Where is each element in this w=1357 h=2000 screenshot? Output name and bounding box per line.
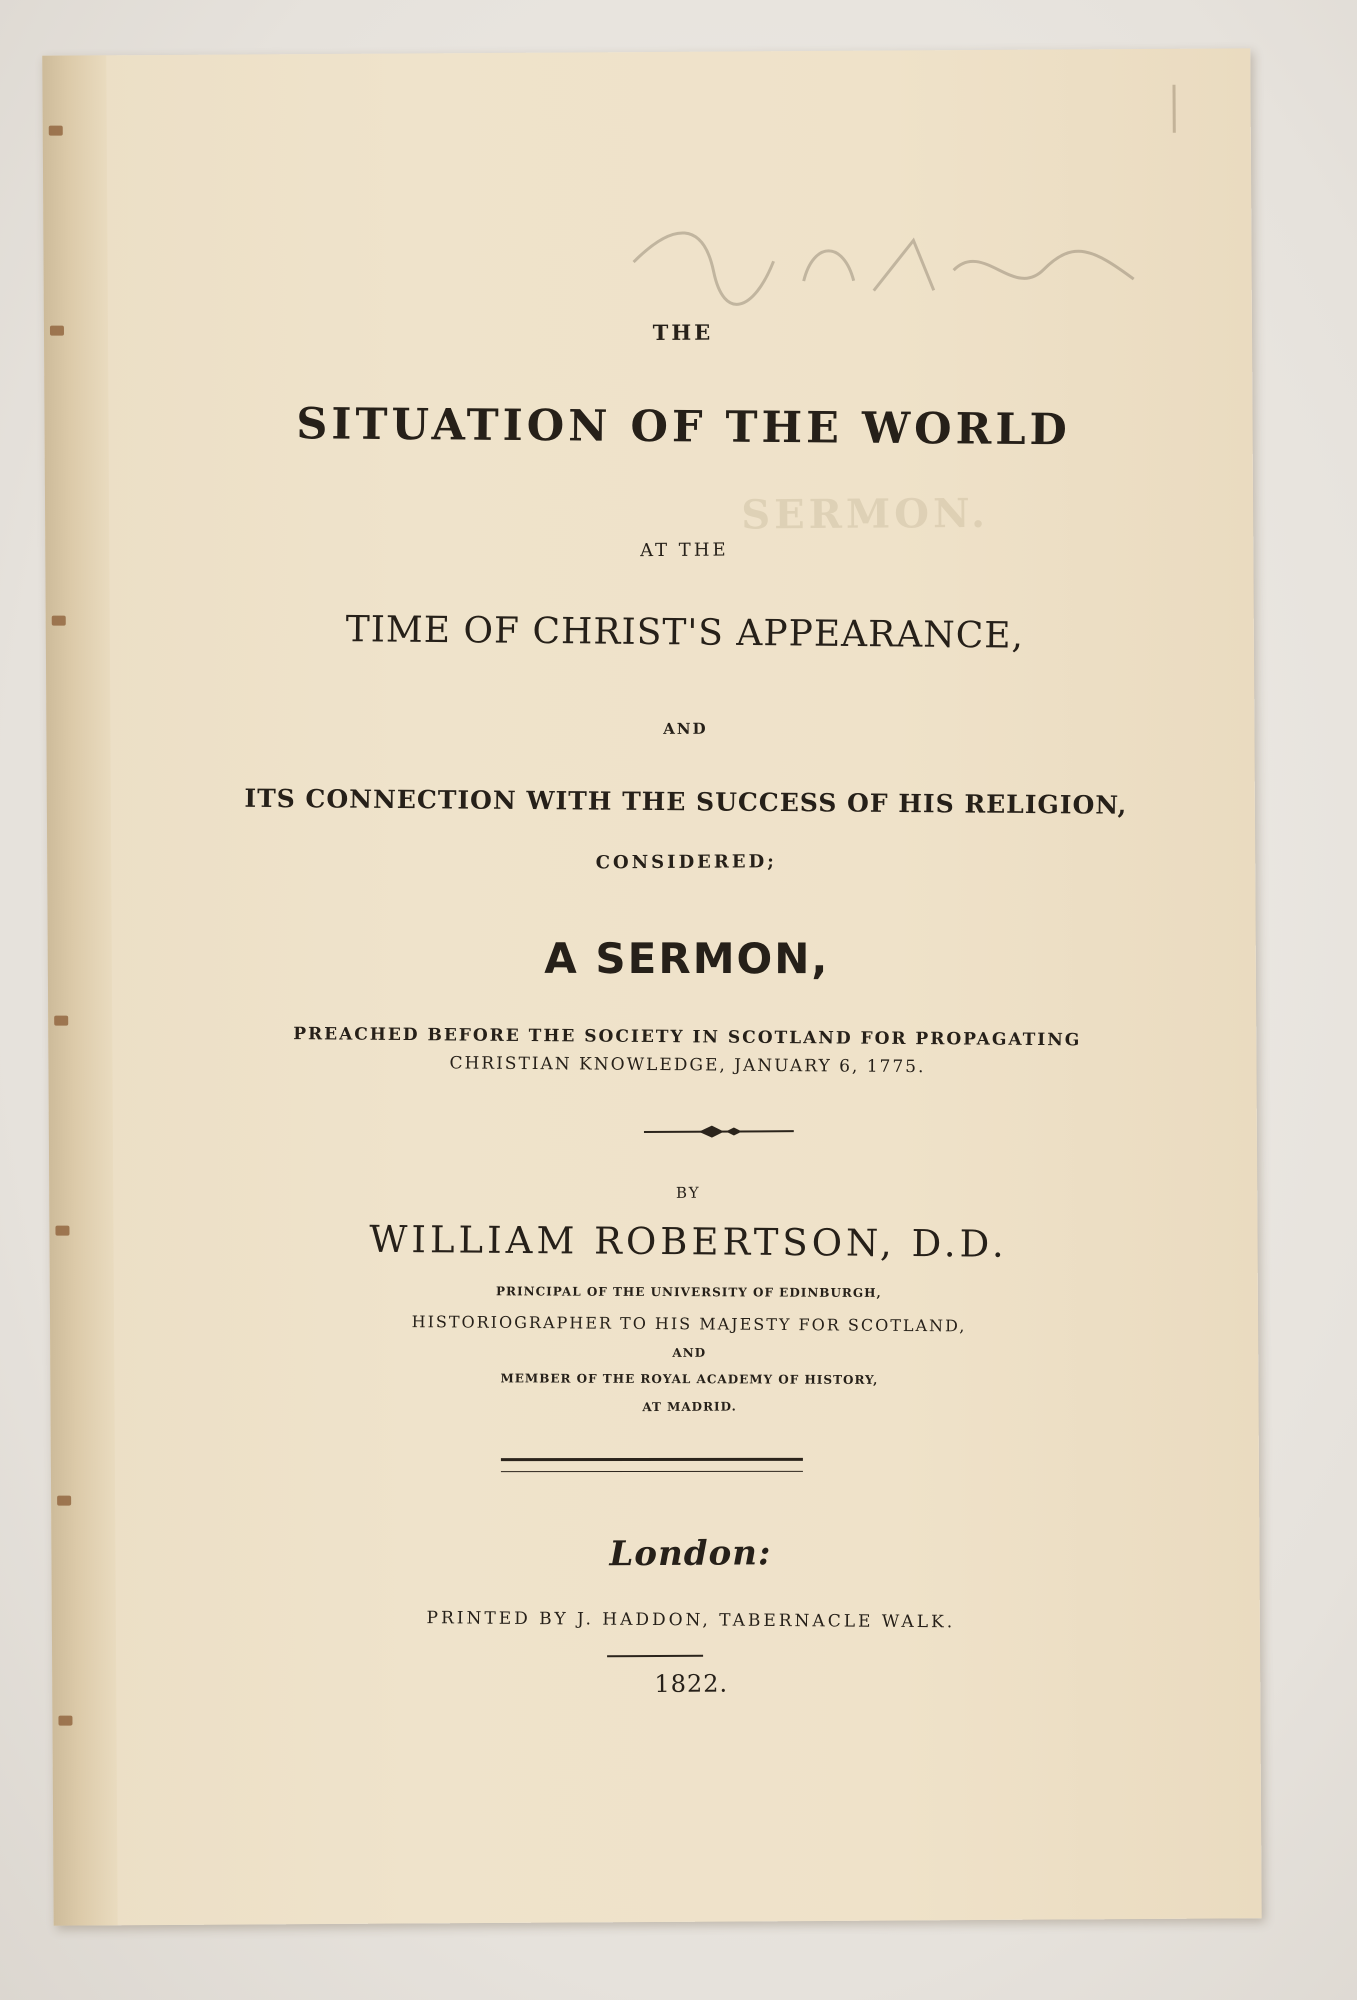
sermon-heading: A SERMON, (544, 933, 830, 984)
pencil-mark (1172, 85, 1175, 133)
author-credential: HISTORIOGRAPHER TO HIS MAJESTY FOR SCOTLAND, (411, 1312, 967, 1336)
binding-stitch (58, 1716, 72, 1726)
credential-and: AND (672, 1345, 707, 1360)
binding-stitch (57, 1496, 71, 1506)
imprint-year: 1822. (654, 1669, 729, 1698)
binding-stitch (49, 126, 63, 136)
author-name: WILLIAM ROBERTSON, D.D. (369, 1217, 1008, 1266)
byline-by: BY (675, 1183, 701, 1202)
author-credential: AT MADRID. (642, 1399, 737, 1415)
title-connector: AT THE (639, 539, 729, 562)
ornament-divider (644, 1121, 794, 1142)
author-credential: PRINCIPAL OF THE UNIVERSITY OF EDINBURGH, (496, 1284, 882, 1300)
title-connection: ITS CONNECTION WITH THE SUCCESS OF HIS RELIGION, (244, 783, 1128, 820)
title-and: AND (663, 719, 708, 738)
title-subject: TIME OF CHRIST'S APPEARANCE, (345, 609, 1025, 657)
short-rule (607, 1655, 703, 1658)
preached-line-2: CHRISTIAN KNOWLEDGE, JANUARY 6, 1775. (449, 1053, 926, 1078)
preached-line-1: PREACHED BEFORE THE SOCIETY IN SCOTLAND FOR PROPAGATING (293, 1024, 1082, 1051)
double-rule (501, 1458, 803, 1472)
title-main: SITUATION OF THE WORLD (296, 399, 1072, 456)
imprint-printer: PRINTED BY J. HADDON, TABERNACLE WALK. (426, 1608, 956, 1633)
imprint-place: London: (609, 1533, 772, 1575)
title-considered: CONSIDERED; (595, 851, 777, 874)
show-through-heading: SERMON. (741, 489, 990, 539)
author-credential: MEMBER OF THE ROYAL ACADEMY OF HISTORY, (500, 1371, 879, 1387)
pencil-inscription (613, 199, 1174, 332)
title-article: THE (652, 319, 714, 345)
title-page (42, 48, 1261, 1925)
